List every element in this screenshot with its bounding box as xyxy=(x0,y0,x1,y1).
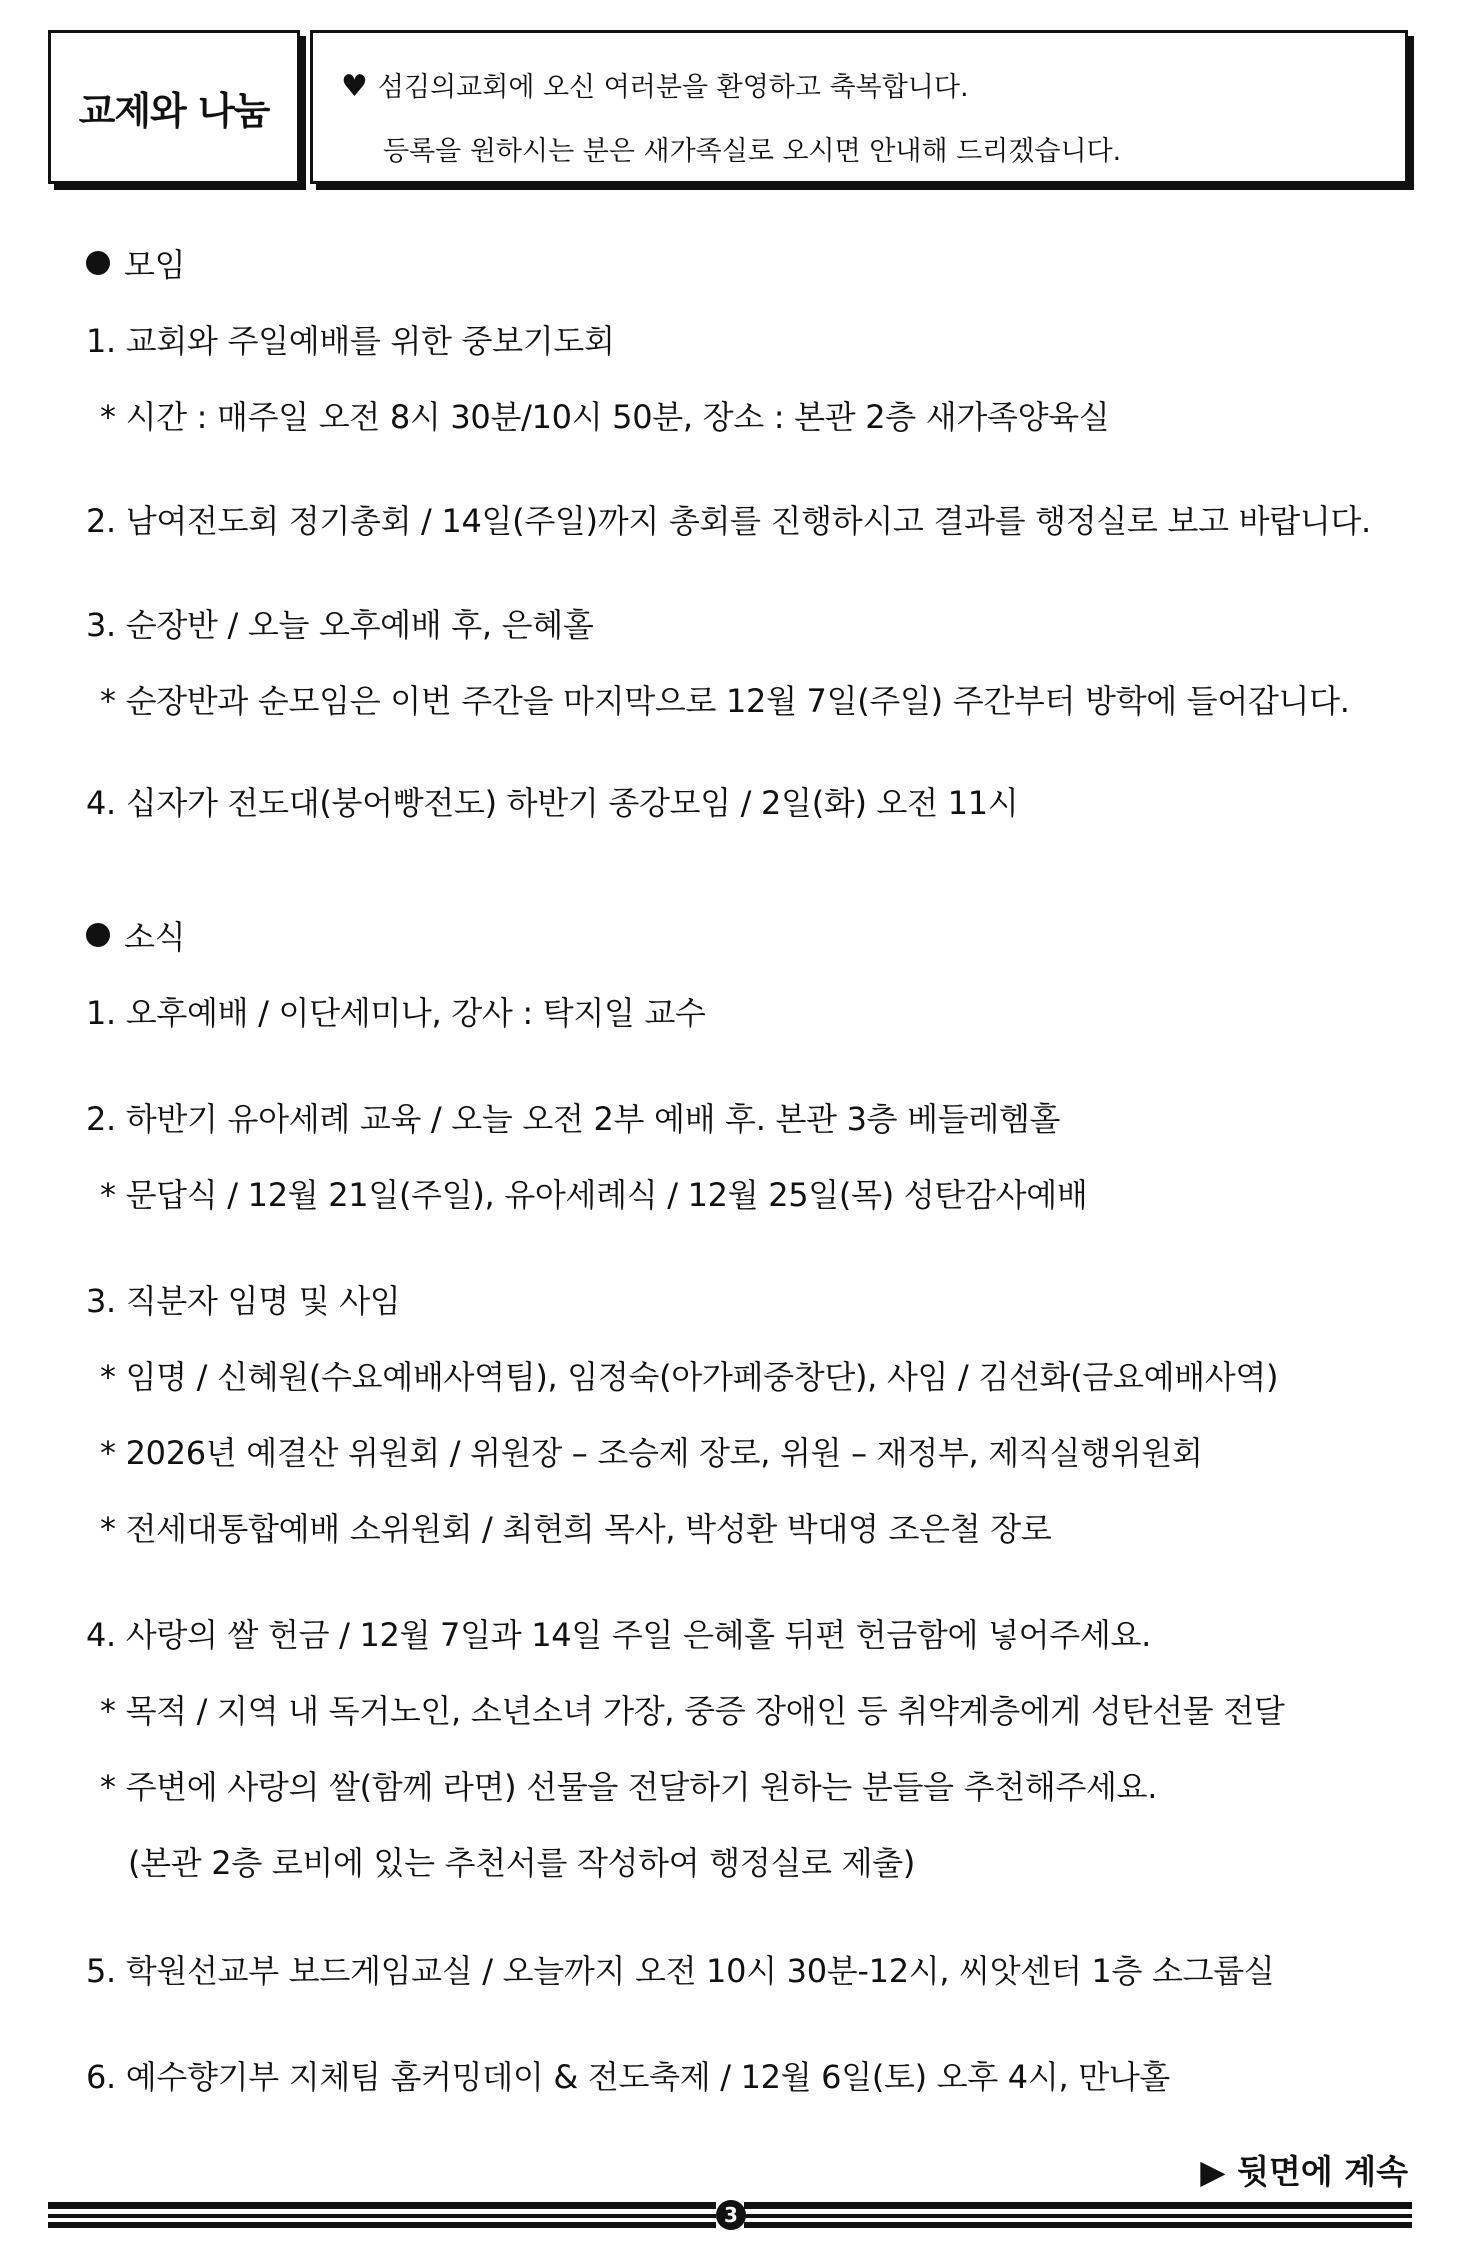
news-detail: * 주변에 사랑의 쌀(함께 라면) 선물을 전달하기 원하는 분들을 추천해주세요. xyxy=(100,1768,1158,1806)
welcome-text: 섬김의교회에 오신 여러분을 환영하고 축복합니다. xyxy=(377,72,969,103)
news-detail: * 임명 / 신혜원(수요예배사역팀), 임정숙(아가페중창단), 사임 / 김선화(금요예배사역) xyxy=(100,1358,1279,1396)
footer-rule xyxy=(48,2202,716,2230)
news-detail: * 전세대통합예배 소위원회 / 최현희 목사, 박성환 박대영 조은철 장로 xyxy=(100,1510,1052,1548)
bullet-icon xyxy=(86,251,110,275)
news-detail: (본관 2층 로비에 있는 추천서를 작성하여 행정실로 제출) xyxy=(128,1844,915,1882)
news-item: 6. 예수향기부 지체팀 홈커밍데이 & 전도축제 / 12월 6일(토) 오후 4시, 만나홀 xyxy=(86,2058,1171,2096)
meeting-item: 2. 남여전도회 정기총회 / 14일(주일)까지 총회를 진행하시고 결과를 행정실로 보고 바랍니다. xyxy=(86,502,1371,540)
continue-note: ▶ 뒷면에 계속 xyxy=(1200,2152,1408,2191)
meeting-detail: * 시간 : 매주일 오전 8시 30분/10시 50분, 장소 : 본관 2층 새가족양육실 xyxy=(100,398,1110,436)
bullet-icon xyxy=(86,923,110,947)
news-item: 5. 학원선교부 보드게임교실 / 오늘까지 오전 10시 30분-12시, 씨앗센터 1층 소그룹실 xyxy=(86,1952,1275,1990)
title-box xyxy=(48,30,300,184)
meeting-item: 1. 교회와 주일예배를 위한 중보기도회 xyxy=(86,322,615,360)
news-detail: * 목적 / 지역 내 독거노인, 소년소녀 가장, 중증 장애인 등 취약계층에게 성탄선물 전달 xyxy=(100,1692,1285,1730)
footer-rule xyxy=(744,2202,1412,2230)
meeting-item: 3. 순장반 / 오늘 오후예배 후, 은혜홀 xyxy=(86,606,594,644)
section-heading-meetings: 모임 xyxy=(86,240,185,286)
meeting-detail: * 순장반과 순모임은 이번 주간을 마지막으로 12월 7일(주일) 주간부터 방학에 들어갑니다. xyxy=(100,682,1350,720)
welcome-box xyxy=(310,30,1408,184)
meeting-item: 4. 십자가 전도대(붕어빵전도) 하반기 종강모임 / 2일(화) 오전 11시 xyxy=(86,784,1019,822)
footer xyxy=(48,2196,1412,2236)
news-item: 4. 사랑의 쌀 헌금 / 12월 7일과 14일 주일 은혜홀 뒤편 헌금함에 넣어주세요. xyxy=(86,1616,1151,1654)
welcome-line xyxy=(341,65,969,104)
heart-icon: ♥ xyxy=(341,69,368,104)
registration-text: 등록을 원하시는 분은 새가족실로 오시면 안내해 드리겠습니다. xyxy=(383,136,1122,167)
news-detail: * 문답식 / 12월 21일(주일), 유아세례식 / 12월 25일(목) 성탄감사예배 xyxy=(100,1176,1088,1214)
news-item: 3. 직분자 임명 및 사임 xyxy=(86,1282,401,1320)
page-title: 교제와 나눔 xyxy=(78,88,270,133)
header xyxy=(48,30,1414,186)
news-item: 1. 오후예배 / 이단세미나, 강사 : 탁지일 교수 xyxy=(86,994,706,1032)
page-number: 3 xyxy=(716,2200,746,2230)
section-heading-news: 소식 xyxy=(86,912,185,958)
news-item: 2. 하반기 유아세례 교육 / 오늘 오전 2부 예배 후. 본관 3층 베들레헴홀 xyxy=(86,1100,1061,1138)
news-detail: * 2026년 예결산 위원회 / 위원장 – 조승제 장로, 위원 – 재정부, 제직실행위원회 xyxy=(100,1434,1203,1472)
